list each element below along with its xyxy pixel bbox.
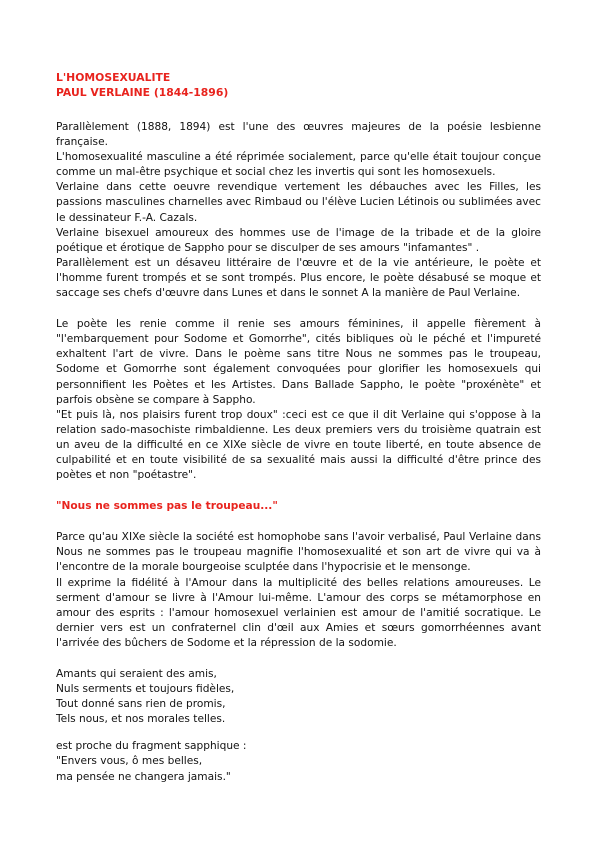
paragraph: Parallèlement (1888, 1894) est l'une des œuvres majeures de la poésie lesbienne française.: [56, 121, 541, 149]
section-heading: "Nous ne sommes pas le troupeau...": [56, 500, 278, 513]
poem-line: Tout donné sans rien de promis,: [56, 698, 226, 711]
paragraph: Il exprime la fidélité à l'Amour dans la multiplicité des belles relations amoureuses. Le serment d'amour se livre à l'Amour lui-même. L'amour des corps se métamorphose en amour des esprits : l'amour homosexuel verlainien est amour de l'amitié socratique. Le dernier vers est un confraternel clin d'œil aux Amies et sœurs gomorrhéennes avant l'arrivée des bûchers de Sodome et la répression de la sodomie.: [56, 576, 541, 649]
title-line-2: PAUL VERLAINE (1844-1896): [56, 85, 229, 99]
poem-line: Tels nous, et nos morales telles.: [56, 713, 226, 726]
section-1: [56, 120, 541, 301]
paragraph: Parallèlement est un désaveu littéraire de l'œuvre et de la vie antérieure, le poète et l'homme furent trompés et se sont trompés. Plus encore, le poète désabusé se moque et saccage ses chefs d'œuvre dans Lunes et dans le sonnet A la manière de Paul Verlaine.: [56, 256, 541, 300]
fragment-line: est proche du fragment sapphique :: [56, 740, 247, 753]
poem-line: Amants qui seraient des amis,: [56, 668, 217, 680]
poem-line: Nuls serments et toujours fidèles,: [56, 683, 235, 696]
paragraph: L'homosexualité masculine a été réprimée socialement, parce qu'elle était toujour conçue comme un mal-être psychique et social chez les invertis qui sont les homosexuels.: [56, 151, 541, 179]
title-line-1: L'HOMOSEXUALITE: [56, 71, 171, 84]
section-3: [56, 530, 541, 651]
paragraph: Le poète les renie comme il renie ses amours féminines, il appelle fièrement à "l'embarquement pour Sodome et Gomorrhe", cités bibliques où le péché et l'impureté exhaltent l'art de vivre. Dans le poème sans titre Nous ne sommes pas le troupeau, Sodome et Gomorrhe sont également convoquées pour glorifier les homosexuels qui personnifient les Poètes et les Artistes. Dans Ballade Sappho, le poète "proxénète" et parfois obsène se compare à Sappho.: [56, 318, 541, 406]
section-2: [56, 317, 541, 483]
fragment-line: "Envers vous, ô mes belles,: [56, 755, 203, 768]
paragraph: Parce qu'au XIXe siècle la société est homophobe sans l'avoir verbalisé, Paul Verlaine dans Nous ne sommes pas le troupeau magnifie l'homosexualité et son art de vivre qui va à l'encontre de la morale bourgeoise sculptée dans l'hypocrisie et le mensonge.: [56, 531, 541, 574]
document-title: [56, 71, 541, 100]
sapphic-fragment: [56, 739, 541, 784]
paragraph: Verlaine bisexuel amoureux des hommes use de l'image de la tribade et de la gloire poétique et érotique de Sappho pour se disculper de ses amours "infamantes" .: [56, 226, 541, 254]
poem-quatrain: [56, 667, 541, 727]
paragraph: Verlaine dans cette oeuvre revendique vertement les débauches avec les Filles, les passions masculines charnelles avec Rimbaud ou l'élève Lucien Létinois ou sublimées avec le dessinateur F.-A. Cazals.: [56, 181, 541, 224]
fragment-line: ma pensée ne changera jamais.": [56, 770, 231, 783]
paragraph: "Et puis là, nos plaisirs furent trop doux" :ceci est ce que il dit Verlaine qui s'oppose à la relation sado-masochiste rimbaldienne. Les deux premiers vers du troisième quatrain est un aveu de la difficulté en ce XIXe siècle de vivre en toute liberté, en toute absence de culpabilité et en toute visibilité de sa sexualité mais aussi la difficulté d'être prince des poètes et non "poétastre".: [56, 408, 541, 482]
